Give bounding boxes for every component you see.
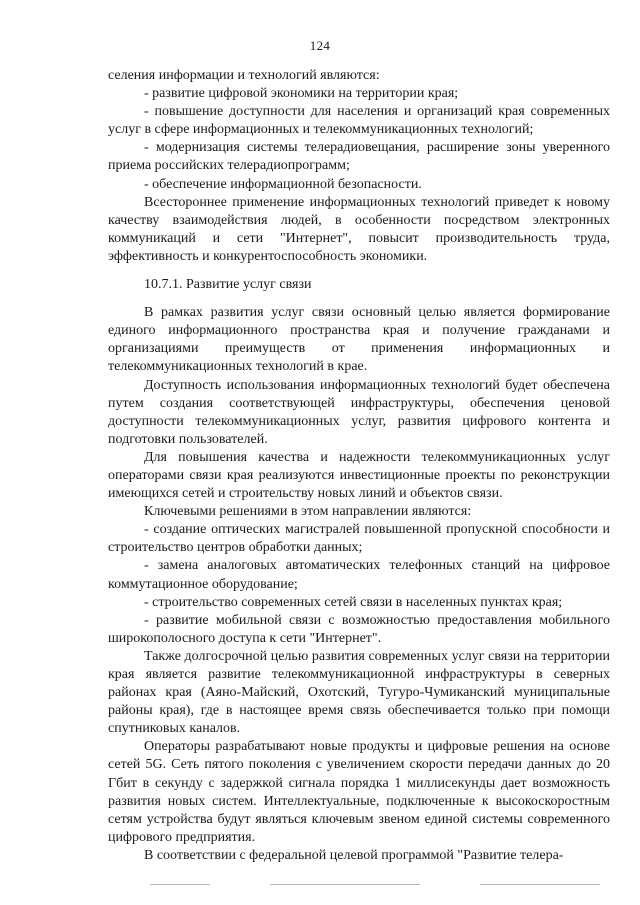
list-item: - модернизация системы телерадиовещания, расширение зоны уверенного приема российских телерадиопрограмм;	[108, 140, 610, 174]
paragraph: Операторы разрабатывают новые продукты и цифровые решения на основе сетей 5G. Сеть пятого поколения с увеличением скорости передачи данных до 20 Гбит в секунду с задержкой сигнала порядка 1 миллисекунды дает возможность развития новых систем. Интеллектуальные, подключенные к высокоскоростным сетям устройства будут являться ключевым звеном единой системы современного цифрового предприятия.	[108, 739, 610, 845]
paragraph: В рамках развития услуг связи основный целью является формирование единого информационного пространства края и получение гражданами и организациями преимуществ от применения информационных и телекоммуникационных технологий в крае.	[108, 305, 610, 375]
list-item: - строительство современных сетей связи в населенных пунктах края;	[144, 594, 563, 610]
section-heading: 10.7.1. Развитие услуг связи	[144, 277, 312, 293]
paragraph: В соответствии с федеральной целевой программой "Развитие телера-	[144, 847, 564, 863]
list-item: - создание оптических магистралей повышенной пропускной способности и строительство центров обработки данных;	[108, 522, 610, 556]
list-item: - замена аналоговых автоматических телефонных станций на цифровое коммутационное оборудование;	[108, 558, 610, 592]
page-body	[108, 67, 610, 865]
paragraph: Всестороннее применение информационных технологий приведет к новому качеству взаимодействия людей, в особенности посредством электронных коммуникаций и сети "Интернет", повысит производительность труда, эффективность и конкурентоспособность экономики.	[108, 194, 610, 264]
section-spacer	[108, 266, 610, 276]
scan-artifact	[150, 884, 210, 885]
list-item: - обеспечение информационной безопасности.	[144, 176, 422, 192]
scan-artifact	[480, 884, 600, 885]
list-item: - повышение доступности для населения и организаций края современных услуг в сфере информационных и телекоммуникационных технологий;	[108, 104, 610, 138]
scan-artifact	[270, 884, 420, 885]
section-spacer	[108, 294, 610, 304]
paragraph: Доступность использования информационных технологий будет обеспечена путем создания соответствующей инфраструктуры, обеспечения ценовой доступности телекоммуникационных услуг, развития цифрового контента и подготовки пользователей.	[108, 377, 610, 447]
page-number: 124	[309, 38, 331, 53]
paragraph: Также долгосрочной целью развития современных услуг связи на территории края является развитие телекоммуникационной инфраструктуры в северных районах края (Аяно-Майский, Охотский, Тугуро-Чумиканский муниципальные районы края), где в настоящее время связь обеспечивается только при помощи спутниковых каналов.	[108, 648, 610, 737]
paragraph: Для повышения качества и надежности телекоммуникационных услуг операторами связи края реализуются инвестиционные проекты по реконструкции имеющихся сетей и строительству новых линий и объектов связи.	[108, 449, 610, 502]
list-item: - развитие мобильной связи с возможностью предоставления мобильного широкополосного доступа к сети "Интернет".	[108, 612, 610, 646]
list-item: - развитие цифровой экономики на территории края;	[144, 86, 459, 102]
paragraph: Ключевыми решениями в этом направлении являются:	[144, 504, 472, 520]
paragraph-continuation: селения информации и технологий являются:	[108, 68, 380, 83]
